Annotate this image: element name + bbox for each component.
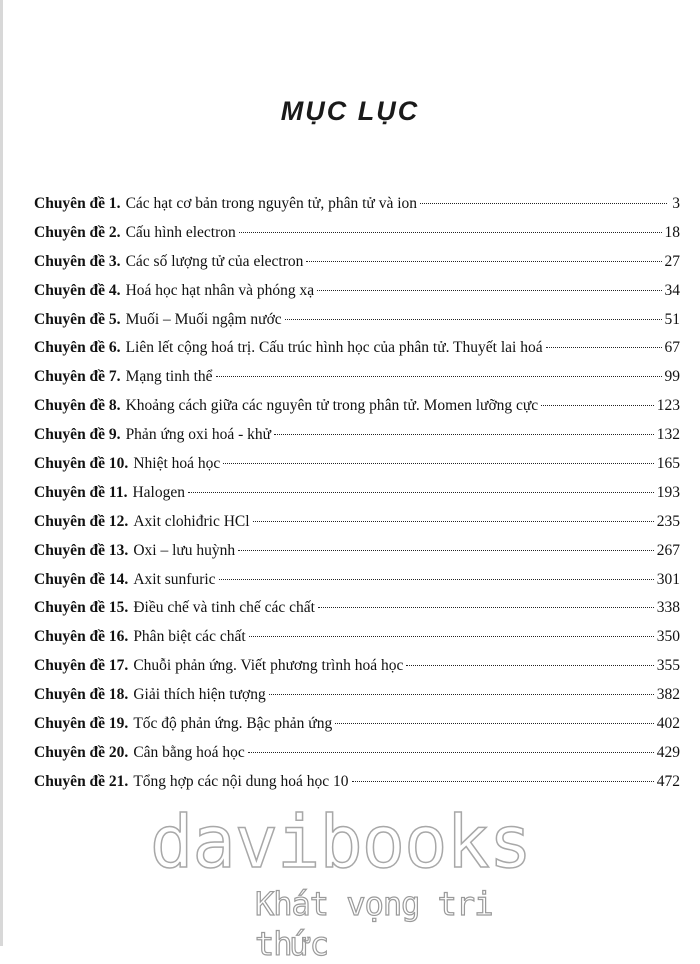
toc-row[interactable] (34, 710, 680, 739)
page-edge (0, 0, 3, 946)
toc-title: Tổng hợp các nội dung hoá học 10 (133, 772, 349, 790)
toc-row[interactable] (34, 450, 680, 479)
toc-row[interactable] (34, 363, 680, 392)
toc-leader-dots (239, 232, 662, 233)
toc-title: Muối – Muối ngậm nước (125, 310, 282, 328)
toc-row[interactable] (34, 190, 680, 219)
toc-label: Chuyên đề 14. (34, 570, 129, 588)
toc-title: Phản ứng oxi hoá - khử (125, 426, 272, 444)
watermark (150, 800, 560, 963)
toc-row[interactable] (34, 768, 680, 797)
toc-row[interactable] (34, 739, 680, 768)
toc-title: Chuỗi phản ứng. Viết phương trình hoá học (133, 657, 404, 675)
toc-row[interactable] (34, 566, 680, 595)
toc-leader-dots (317, 290, 661, 291)
toc-title: Phân biệt các chất (133, 628, 246, 646)
toc-label: Chuyên đề 6. (34, 339, 121, 357)
toc-leader-dots (253, 521, 654, 522)
toc-page-number: 235 (656, 512, 680, 530)
toc-leader-dots (216, 376, 662, 377)
toc-title: Tốc độ phản ứng. Bậc phản ứng (133, 715, 333, 733)
toc-leader-dots (188, 492, 654, 493)
toc-title: Oxi – lưu huỳnh (133, 541, 236, 559)
toc-row[interactable] (34, 537, 680, 566)
toc-title: Halogen (132, 483, 185, 501)
toc-page-number: 472 (656, 772, 680, 790)
toc-title: Cấu hình electron (125, 223, 236, 241)
toc-page-number: 18 (664, 223, 680, 241)
toc-leader-dots (219, 579, 654, 580)
toc-label: Chuyên đề 21. (34, 772, 129, 790)
toc-label: Chuyên đề 17. (34, 657, 129, 675)
toc-label: Chuyên đề 4. (34, 281, 121, 299)
page-title: MỤC LỤC (280, 96, 420, 126)
toc-page-number: 99 (664, 368, 680, 386)
toc-leader-dots (541, 405, 654, 406)
toc-row[interactable] (34, 508, 680, 537)
toc-page-number: 165 (656, 455, 680, 473)
toc-leader-dots (285, 319, 662, 320)
toc-leader-dots (335, 723, 654, 724)
toc-label: Chuyên đề 19. (34, 715, 129, 733)
toc-leader-dots (546, 347, 662, 348)
toc-label: Chuyên đề 11. (34, 483, 128, 501)
table-of-contents (34, 190, 680, 797)
toc-page-number: 301 (656, 570, 680, 588)
toc-leader-dots (269, 694, 654, 695)
toc-label: Chuyên đề 10. (34, 455, 129, 473)
toc-label: Chuyên đề 13. (34, 541, 129, 559)
toc-row[interactable] (34, 623, 680, 652)
toc-page-number: 193 (656, 483, 680, 501)
toc-row[interactable] (34, 248, 680, 277)
toc-page-number: 267 (656, 541, 680, 559)
toc-title: Axit clohiđric HCl (133, 512, 250, 530)
toc-title: Mạng tinh thể (125, 368, 213, 386)
toc-label: Chuyên đề 9. (34, 426, 121, 444)
toc-leader-dots (318, 607, 654, 608)
toc-row[interactable] (34, 334, 680, 363)
toc-leader-dots (223, 463, 653, 464)
toc-page-number: 27 (664, 252, 680, 270)
toc-row[interactable] (34, 277, 680, 306)
toc-page-number: 429 (656, 743, 680, 761)
watermark-brand: davibooks (150, 800, 532, 884)
toc-leader-dots (352, 781, 654, 782)
toc-title: Giải thích hiện tượng (133, 686, 266, 704)
toc-leader-dots (406, 665, 653, 666)
toc-leader-dots (420, 203, 667, 204)
toc-page-number: 34 (664, 281, 680, 299)
toc-title: Liên lết cộng hoá trị. Cấu trúc hình học của phân tử. Thuyết lai hoá (125, 339, 543, 357)
toc-page-number: 350 (656, 628, 680, 646)
toc-title: Khoảng cách giữa các nguyên tử trong phân tử. Momen lưỡng cực (125, 397, 539, 415)
toc-title: Hoá học hạt nhân và phóng xạ (125, 281, 315, 299)
toc-row[interactable] (34, 219, 680, 248)
toc-row[interactable] (34, 306, 680, 335)
toc-page-number: 338 (656, 599, 680, 617)
toc-leader-dots (249, 636, 654, 637)
toc-label: Chuyên đề 12. (34, 512, 129, 530)
toc-label: Chuyên đề 5. (34, 310, 121, 328)
toc-title: Điều chế và tinh chế các chất (133, 599, 315, 617)
toc-label: Chuyên đề 1. (34, 195, 121, 212)
toc-row[interactable] (34, 479, 680, 508)
toc-page-number: 51 (664, 310, 680, 328)
toc-row[interactable] (34, 652, 680, 681)
toc-title: Các số lượng tử của electron (125, 252, 304, 270)
toc-label: Chuyên đề 16. (34, 628, 129, 646)
toc-title: Nhiệt hoá học (133, 455, 221, 473)
toc-page-number: 355 (656, 657, 680, 675)
toc-label: Chuyên đề 7. (34, 368, 121, 386)
toc-row[interactable] (34, 594, 680, 623)
toc-leader-dots (274, 434, 654, 435)
toc-page-number: 382 (656, 686, 680, 704)
toc-label: Chuyên đề 3. (34, 252, 121, 270)
toc-row[interactable] (34, 421, 680, 450)
toc-row[interactable] (34, 681, 680, 710)
toc-label: Chuyên đề 8. (34, 397, 121, 415)
toc-label: Chuyên đề 15. (34, 599, 129, 617)
toc-page-number: 123 (656, 397, 680, 415)
toc-title: Cân bằng hoá học (133, 743, 245, 761)
toc-page-number: 67 (664, 339, 680, 357)
toc-title: Axit sunfuric (133, 570, 216, 588)
toc-leader-dots (248, 752, 654, 753)
toc-leader-dots (306, 261, 661, 262)
toc-row[interactable] (34, 392, 680, 421)
toc-title: Các hạt cơ bản trong nguyên tử, phân tử và ion (125, 195, 418, 212)
toc-leader-dots (238, 550, 654, 551)
toc-page-number: 3 (672, 195, 680, 212)
toc-label: Chuyên đề 2. (34, 223, 121, 241)
toc-label: Chuyên đề 20. (34, 743, 129, 761)
toc-page-number: 132 (656, 426, 680, 444)
toc-page-number: 402 (656, 715, 680, 733)
watermark-slogan: Khát vọng tri thức (255, 885, 493, 963)
toc-label: Chuyên đề 18. (34, 686, 129, 704)
